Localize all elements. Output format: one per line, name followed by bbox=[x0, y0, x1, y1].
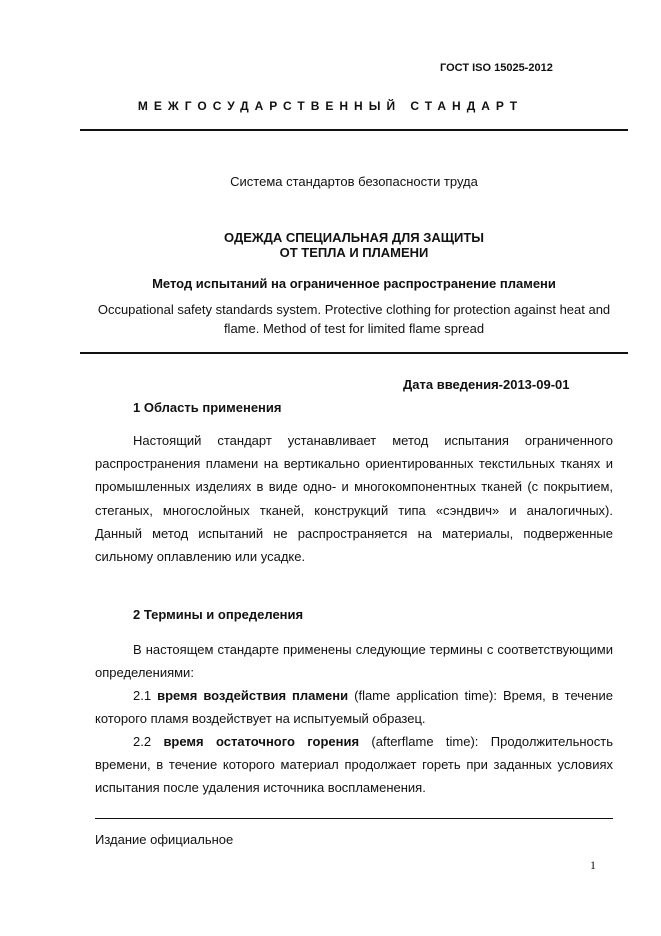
section-2-intro: В настоящем стандарте применены следующие термины с соответствующими определениями: bbox=[95, 642, 613, 681]
official-edition-note: Издание официальное bbox=[95, 832, 234, 847]
term-english: (afterflame time): bbox=[371, 734, 479, 749]
title-divider bbox=[80, 352, 628, 354]
page-number: 1 bbox=[590, 858, 596, 872]
introduction-date: Дата введения-2013-09-01 bbox=[403, 377, 570, 392]
title-line-1: ОДЕЖДА СПЕЦИАЛЬНАЯ ДЛЯ ЗАЩИТЫ bbox=[224, 230, 484, 245]
term-number: 2.1 bbox=[133, 688, 152, 703]
term-definition: Продолжительность времени, в течение которого материал продолжает гореть при заданных условиях испытания после удаления источника воспламенения. bbox=[95, 734, 613, 796]
section-2-title: 2 Термины и определения bbox=[133, 607, 304, 622]
top-divider bbox=[80, 129, 628, 131]
term-name: время остаточного горения bbox=[163, 734, 360, 749]
term-2-2 bbox=[95, 730, 613, 800]
section-1-paragraph: Настоящий стандарт устанавливает метод испытания ограниченного распространения пламени на вертикально ориентированных текстильных тканях и промышленных изделиях в виде одно- и многокомпонентных тканей (с покрытием, стеганых, многослойных тканей, конструкций типа «сэндвич» и аналогичных). Данный метод испытаний не распространяется на материалы, подверженные сильному оплавлению или усадке. bbox=[95, 433, 613, 565]
document-subtitle: Метод испытаний на ограниченное распространение пламени bbox=[152, 276, 556, 291]
term-definition: Время, в течение которого пламя воздействует на испытуемый образец. bbox=[95, 688, 613, 727]
standard-type-heading: МЕЖГОСУДАРСТВЕННЫЙ СТАНДАРТ bbox=[137, 99, 524, 113]
term-number: 2.2 bbox=[133, 734, 152, 749]
document-code: ГОСТ ISO 15025-2012 bbox=[440, 62, 553, 74]
term-name: время воздействия пламени bbox=[157, 688, 349, 703]
section-1-title: 1 Область применения bbox=[133, 400, 282, 415]
document-title bbox=[80, 230, 628, 260]
title-line-2: ОТ ТЕПЛА И ПЛАМЕНИ bbox=[279, 245, 429, 260]
term-2-1 bbox=[95, 684, 613, 730]
standards-system-line: Система стандартов безопасности труда bbox=[230, 174, 478, 189]
english-title: Occupational safety standards system. Protective clothing for protection against heat and flame. Method of test for limited flame spread bbox=[97, 302, 611, 336]
footnote-divider bbox=[95, 818, 613, 819]
term-english: (flame application time): bbox=[354, 688, 497, 703]
